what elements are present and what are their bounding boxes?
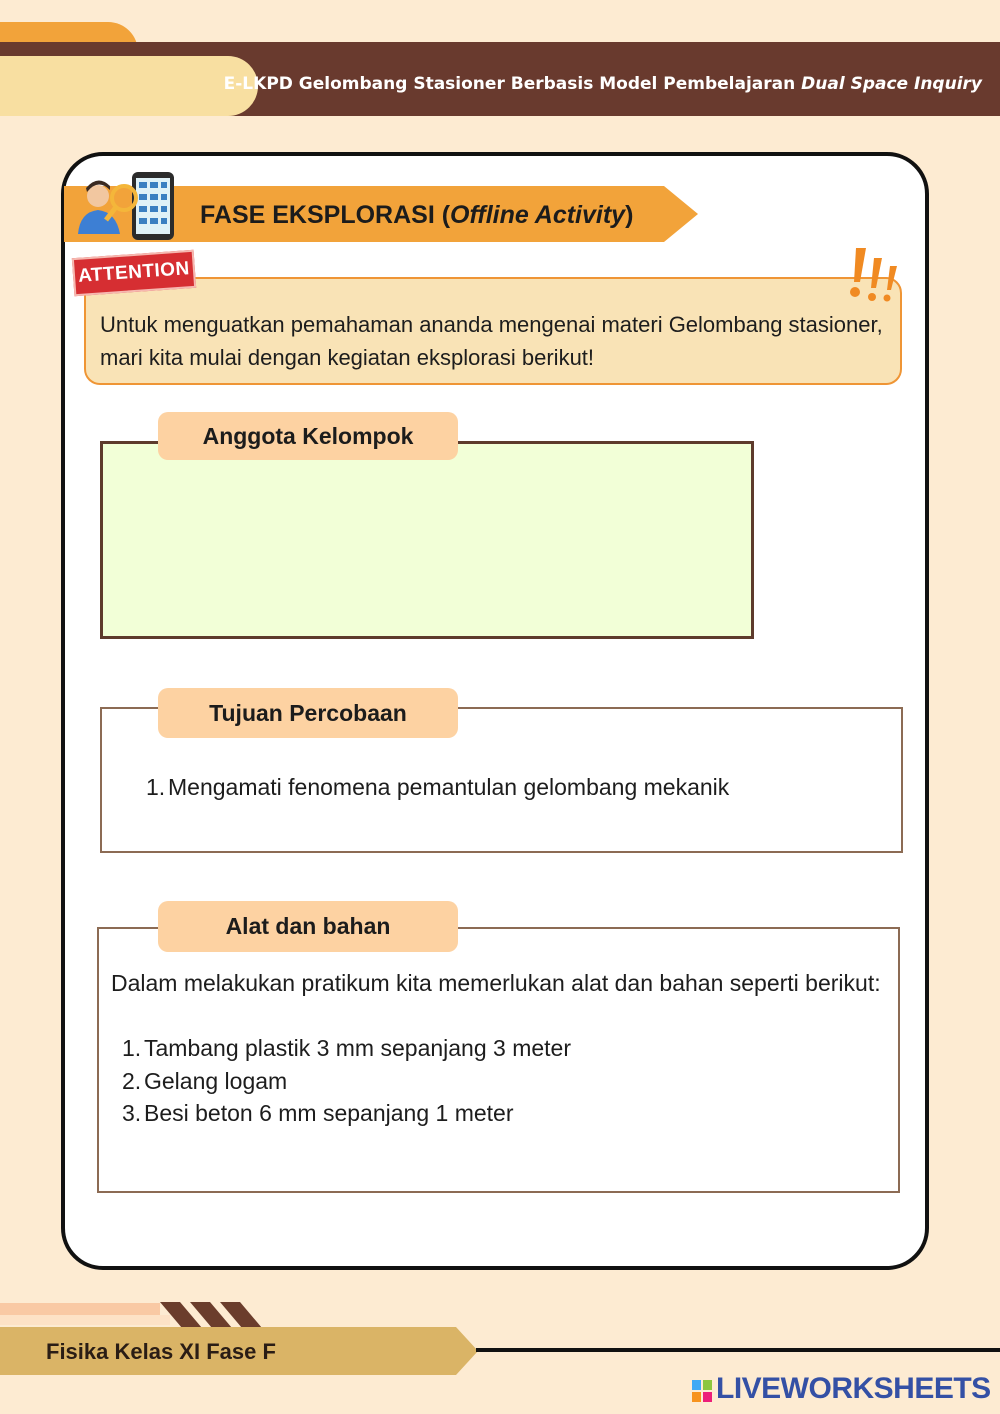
exclamation-icon — [842, 244, 904, 304]
footer-label: Fisika Kelas XI Fase F — [46, 1339, 276, 1364]
footer-stripe — [0, 1303, 160, 1315]
tools-list — [122, 1032, 571, 1130]
list-item: 1. Tambang plastik 3 mm sepanjang 3 meter — [122, 1035, 571, 1061]
list-item: 1. Mengamati fenomena pemantulan gelombang mekanik — [146, 774, 730, 800]
tools-label: Alat dan bahan — [158, 901, 458, 952]
footer-divider — [476, 1348, 1000, 1352]
liveworksheets-logo-icon — [692, 1376, 712, 1398]
members-label: Anggota Kelompok — [158, 412, 458, 460]
footer-stripe — [0, 1315, 170, 1325]
explorer-illustration-icon — [74, 168, 184, 244]
list-item: 2. Gelang logam — [122, 1067, 288, 1094]
header-title: E-LKPD Gelombang Stasioner Berbasis Model Pembelajaran Dual Space Inquiry — [223, 74, 982, 94]
brand-logo: LIVEWORKSHEETS — [692, 1372, 991, 1406]
tools-intro: Dalam melakukan pratikum kita memerlukan alat dan bahan seperti berikut: — [111, 970, 881, 996]
attention-text: Untuk menguatkan pemahaman ananda mengenai materi Gelombang stasioner, mari kita mulai dengan kegiatan eksplorasi berikut! — [100, 312, 883, 370]
goal-label: Tujuan Percobaan — [158, 688, 458, 738]
members-input-box[interactable] — [100, 441, 754, 639]
list-item: 3. Besi beton 6 mm sepanjang 1 meter — [122, 1100, 514, 1126]
phase-title: FASE EKSPLORASI (Offline Activity) — [200, 201, 634, 229]
header-pill-shape — [0, 56, 258, 116]
footer-chevrons-icon — [160, 1302, 270, 1328]
attention-badge: ATTENTION — [72, 250, 196, 296]
